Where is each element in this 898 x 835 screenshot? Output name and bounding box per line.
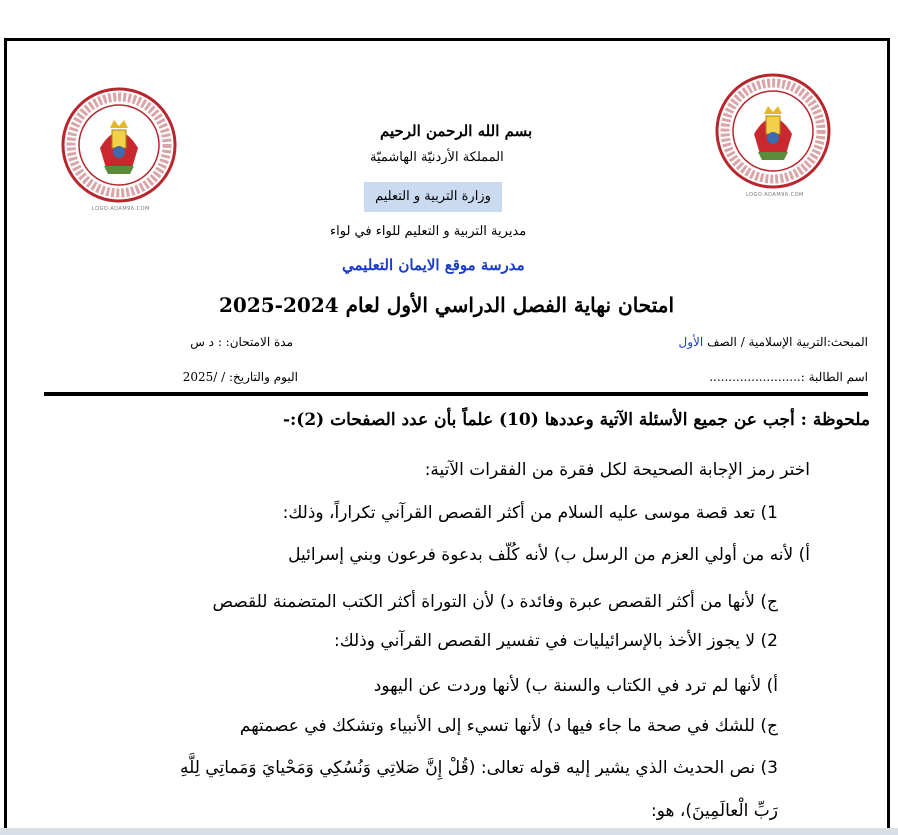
- question-2-options-ab: أ) لأنها لم ترد في الكتاب والسنة ب) لأنها وردت عن اليهود: [373, 676, 778, 696]
- question-3: 3) نص الحديث الذي يشير إليه قوله تعالى: (قُلْ إِنَّ صَلاتِي وَنُسُكِي وَمَحْيايَ وَمَماتِي لِلَّهِ: [179, 758, 778, 778]
- question-3-continuation: رَبِّ الْعالَمِينَ)، هو:: [651, 801, 778, 821]
- ministry-seal-right: [714, 72, 832, 190]
- subject-line: [679, 335, 868, 349]
- ministry-seal-left: [60, 86, 178, 204]
- page-border-right: [887, 38, 890, 835]
- directorate-name: مديرية التربية و التعليم للواء في لواء: [330, 224, 527, 239]
- question-1-options-ab: أ) لأنه من أولي العزم من الرسل ب) لأنه كُلّف بدعوة فرعون وبني إسرائيل: [288, 545, 810, 565]
- questions-intro: اختر رمز الإجابة الصحيحة لكل فقرة من الفقرات الآتية:: [424, 460, 810, 480]
- page-border-top: [4, 38, 890, 41]
- question-2-options-cd: ج) للشك في صحة ما جاء فيها د) لأنها تسيء إلى الأنبياء وتشكك في عصمتهم: [239, 716, 778, 736]
- exam-duration: مدة الامتحان: : د س: [190, 335, 293, 349]
- basmala: بسم الله الرحمن الرحيم: [380, 122, 533, 140]
- window-bottom-edge: [0, 828, 898, 835]
- page-border-left: [4, 38, 7, 835]
- exam-note: ملحوظة : أجب عن جميع الأسئلة الآتية وعددها (10) علماً بأن عدد الصفحات (2):-: [282, 410, 870, 430]
- subject-label: المبحث:التربية الإسلامية / الصف: [703, 335, 868, 349]
- header-divider: [44, 392, 868, 396]
- question-1: 1) تعد قصة موسى عليه السلام من أكثر القصص القرآني تكراراً، وذلك:: [282, 503, 778, 523]
- exam-title: امتحان نهاية الفصل الدراسي الأول لعام 2024-2025: [219, 293, 675, 317]
- seal-caption-left: LOGO.ADAM96.COM: [92, 206, 150, 212]
- question-2: 2) لا يجوز الأخذ بالإسرائيليات في تفسير القصص القرآني وذلك:: [334, 631, 778, 651]
- student-name-field: اسم الطالبة :........................: [709, 370, 868, 384]
- grade-value: الأول: [678, 335, 704, 349]
- school-name: مدرسة موقع الايمان التعليمي: [342, 256, 525, 274]
- kingdom-name: المملكة الأردنيّة الهاشميّة: [370, 150, 504, 165]
- exam-date-field: اليوم والتاريخ: / /2025: [182, 370, 298, 384]
- ministry-name: وزارة التربية و التعليم: [364, 182, 502, 212]
- seal-caption-right: LOGO.ADAM96.COM: [746, 192, 804, 198]
- question-1-options-cd: ج) لأنها من أكثر القصص عبرة وفائدة د) لأن التوراة أكثر الكتب المتضمنة للقصص: [212, 592, 778, 612]
